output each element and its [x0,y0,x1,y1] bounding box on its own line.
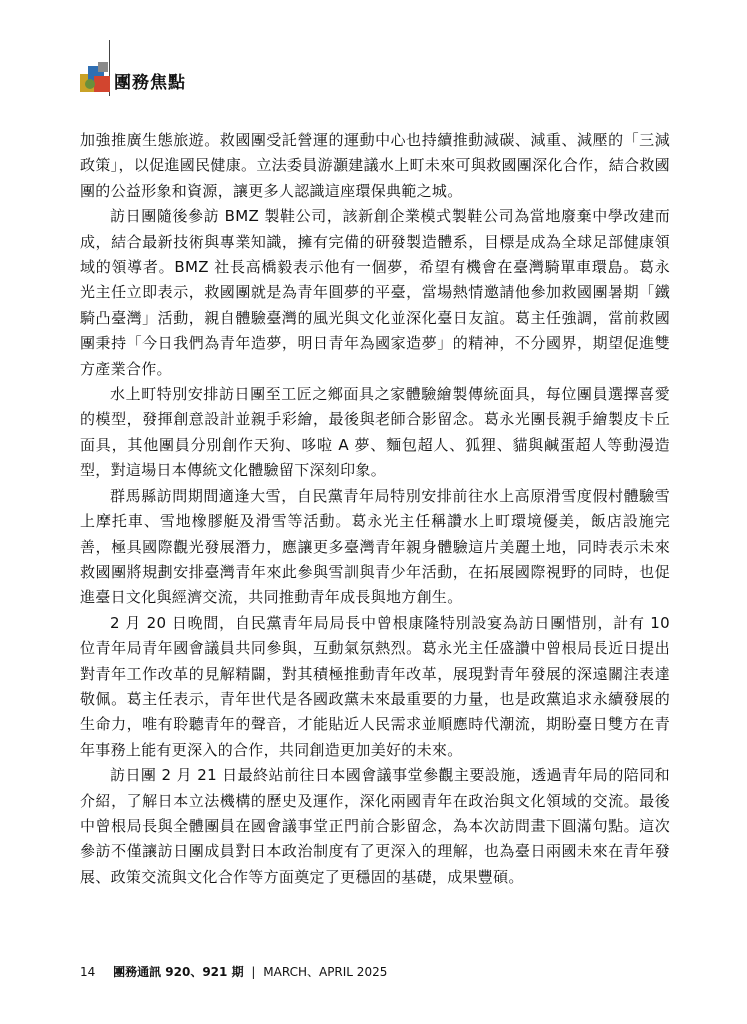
paragraph: 加強推廣生態旅遊。救國團受託營運的運動中心也持續推動減碳、減重、減壓的「三減政策」，以促進國民健康。立法委員游灝建議水上町未來可與救國團深化合作，結合救國團的公益形象和資源，讓更多人認識這座環保典範之城。 [80,131,670,200]
footer-separator: | [251,965,256,979]
paragraph: 水上町特別安排訪日團至工匠之鄉面具之家體驗繪製傳統面具，每位團員選擇喜愛的模型，發揮創意設計並親手彩繪，最後與老師合影留念。葛永光團長親手繪製皮卡丘面具，其他團員分別創作天狗、哆啦 A 夢、麵包超人、狐狸、貓與鹹蛋超人等動漫造型，對這場日本傳統文化體驗留下深刻印象。 [80,385,670,480]
page-number: 14 [80,965,96,979]
paragraph: 訪日團隨後參訪 BMZ 製鞋公司，該新創企業模式製鞋公司為當地廢棄中學改建而成，結合最新技術與專業知識，擁有完備的研發製造體系，目標是成為全球足部健康領域的領導者。BMZ 社長高橋毅表示他有一個夢，希望有機會在臺灣騎單車環島。葛永光主任立即表示，救國團就是為青年圓夢的平臺，當場熱情邀請他參加救國團暑期「鐵騎凸臺灣」活動，親自體驗臺灣的風光與文化並深化臺日友誼。葛主任強調，當前救國團秉持「今日我們為青年造夢，明日青年為國家造夢」的精神，不分國界，期望促進雙方產業合作。 [80,207,670,378]
section-title: 團務焦點 [114,73,186,93]
publication-date: MARCH、APRIL 2025 [263,965,388,979]
section-logo-icon [78,60,112,94]
article-body [80,128,670,890]
paragraph: 2 月 20 日晚間，自民黨青年局局長中曾根康隆特別設宴為訪日團惜別，計有 10 位青年局青年國會議員共同參與，互動氣氛熱烈。葛永光主任盛讚中曾根局長近日提出對青年工作改革的見解精闢，對其積極推動青年改革，展現對青年發展的深遠關注表達敬佩。葛主任表示，青年世代是各國政黨未來最重要的力量，也是政黨追求永續發展的生命力，唯有聆聽青年的聲音，才能貼近人民需求並順應時代潮流，期盼臺日雙方在青年事務上能有更深入的合作，共同創造更加美好的未來。 [80,613,670,759]
page-header [78,40,238,100]
page-footer [80,963,387,980]
paragraph: 訪日團 2 月 21 日最終站前往日本國會議事堂參觀主要設施，透過青年局的陪同和介紹，了解日本立法機構的歷史及運作，深化兩國青年在政治與文化領域的交流。最後中曾根局長與全體團員在國會議事堂正門前合影留念，為本次訪問畫下圓滿句點。這次參訪不僅讓訪日團成員對日本政治制度有了更深入的理解，也為臺日兩國未來在青年發展、政策交流與文化合作等方面奠定了更穩固的基礎，成果豐碩。 [80,766,670,886]
publication-name: 團務通訊 920、921 期 [113,965,244,979]
paragraph: 群馬縣訪問期間適逢大雪，自民黨青年局特別安排前往水上高原滑雪度假村體驗雪上摩托車、雪地橡膠艇及滑雪等活動。葛永光主任稱讚水上町環境優美，飯店設施完善，極具國際觀光發展潛力，應讓更多臺灣青年親身體驗這片美麗土地，同時表示未來救國團將規劃安排臺灣青年來此參與雪訓與青少年活動，在拓展國際視野的同時，也促進臺日文化與經濟交流，共同推動青年成長與地方創生。 [80,486,670,607]
